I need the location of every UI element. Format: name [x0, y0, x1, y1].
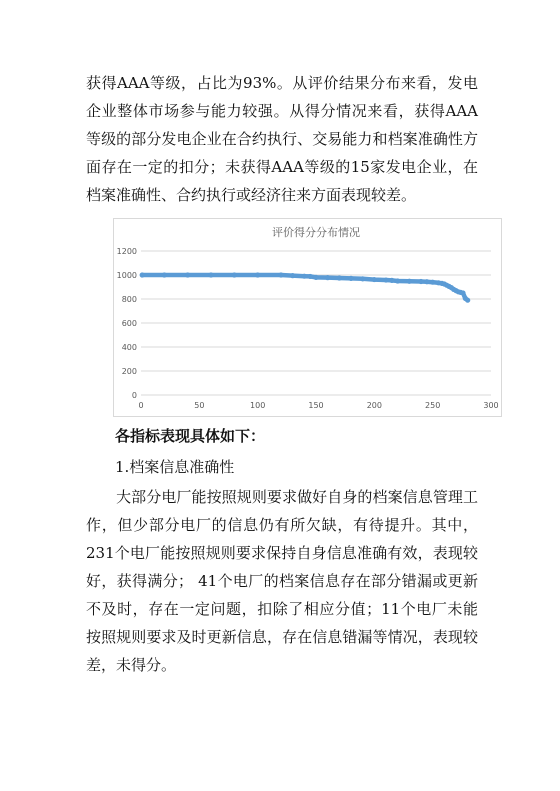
x-tick-label: 50 — [194, 401, 205, 410]
data-point — [372, 277, 377, 282]
paragraph-archive-accuracy — [86, 483, 478, 679]
data-point — [208, 272, 213, 277]
data-point — [430, 280, 435, 285]
data-point — [418, 279, 423, 284]
data-point — [185, 272, 190, 277]
x-tick-label: 300 — [483, 401, 499, 410]
data-point — [308, 274, 313, 279]
data-point — [460, 290, 465, 295]
y-tick-label: 1200 — [116, 247, 137, 256]
data-point — [278, 272, 283, 277]
x-tick-label: 100 — [250, 401, 266, 410]
data-point — [407, 279, 412, 284]
data-point — [325, 275, 330, 280]
paragraph-evaluation-summary: 获得AAA等级，占比为93%。从评价结果分布来看，发电企业整体市场参与能力较强。从得分情况来看，获得AAA等级的部分发电企业在合约执行、交易能力和档案准确性方面存在一定的扣分；未获得AAA等级的15家发电企业，在档案准确性、合约执行或经济往来方面表现较差。 — [86, 74, 478, 204]
x-tick-label: 250 — [425, 401, 441, 410]
y-tick-label: 400 — [121, 343, 137, 352]
x-tick-label: 200 — [366, 401, 382, 410]
data-point — [313, 275, 318, 280]
x-tick-label: 150 — [308, 401, 324, 410]
data-point — [290, 273, 295, 278]
score-distribution-chart — [113, 218, 502, 417]
y-tick-label: 0 — [131, 391, 137, 400]
section-heading: 各指标表现具体如下： — [115, 427, 266, 445]
data-point — [389, 278, 394, 283]
data-point — [337, 275, 342, 280]
subsection-heading: 1.档案信息准确性 — [115, 458, 235, 476]
data-point — [232, 272, 237, 277]
data-point — [255, 272, 260, 277]
x-tick-label: 0 — [138, 401, 144, 410]
y-tick-label: 1000 — [116, 271, 137, 280]
data-point — [465, 298, 470, 303]
data-point — [140, 272, 145, 277]
data-point — [302, 274, 307, 279]
y-tick-label: 200 — [121, 367, 137, 376]
paragraph-archive-accuracy-text: 大部分电厂能按照规则要求做好自身的档案信息管理工作，但少部分电厂的信息仍有所欠缺，有待提升。其中，231个电厂能按照规则要求保持自身信息准确有效，表现较好，获得满分； 41个电厂的档案信息存在部分错漏或更新不及时，存在一定问题，扣除了相应分值；11个电厂未能按照规则要求及时更新信息，存在信息错漏等情况，表现较差，未得分。 — [86, 488, 478, 674]
chart-title: 评价得分分布情况 — [272, 226, 360, 239]
data-point — [348, 276, 353, 281]
data-point — [162, 272, 167, 277]
data-point — [424, 279, 429, 284]
chart-canvas — [114, 219, 503, 418]
data-point — [360, 276, 365, 281]
data-point — [383, 277, 388, 282]
data-point — [395, 278, 400, 283]
y-tick-label: 800 — [121, 295, 137, 304]
y-tick-label: 600 — [121, 319, 137, 328]
series-line — [142, 275, 468, 300]
